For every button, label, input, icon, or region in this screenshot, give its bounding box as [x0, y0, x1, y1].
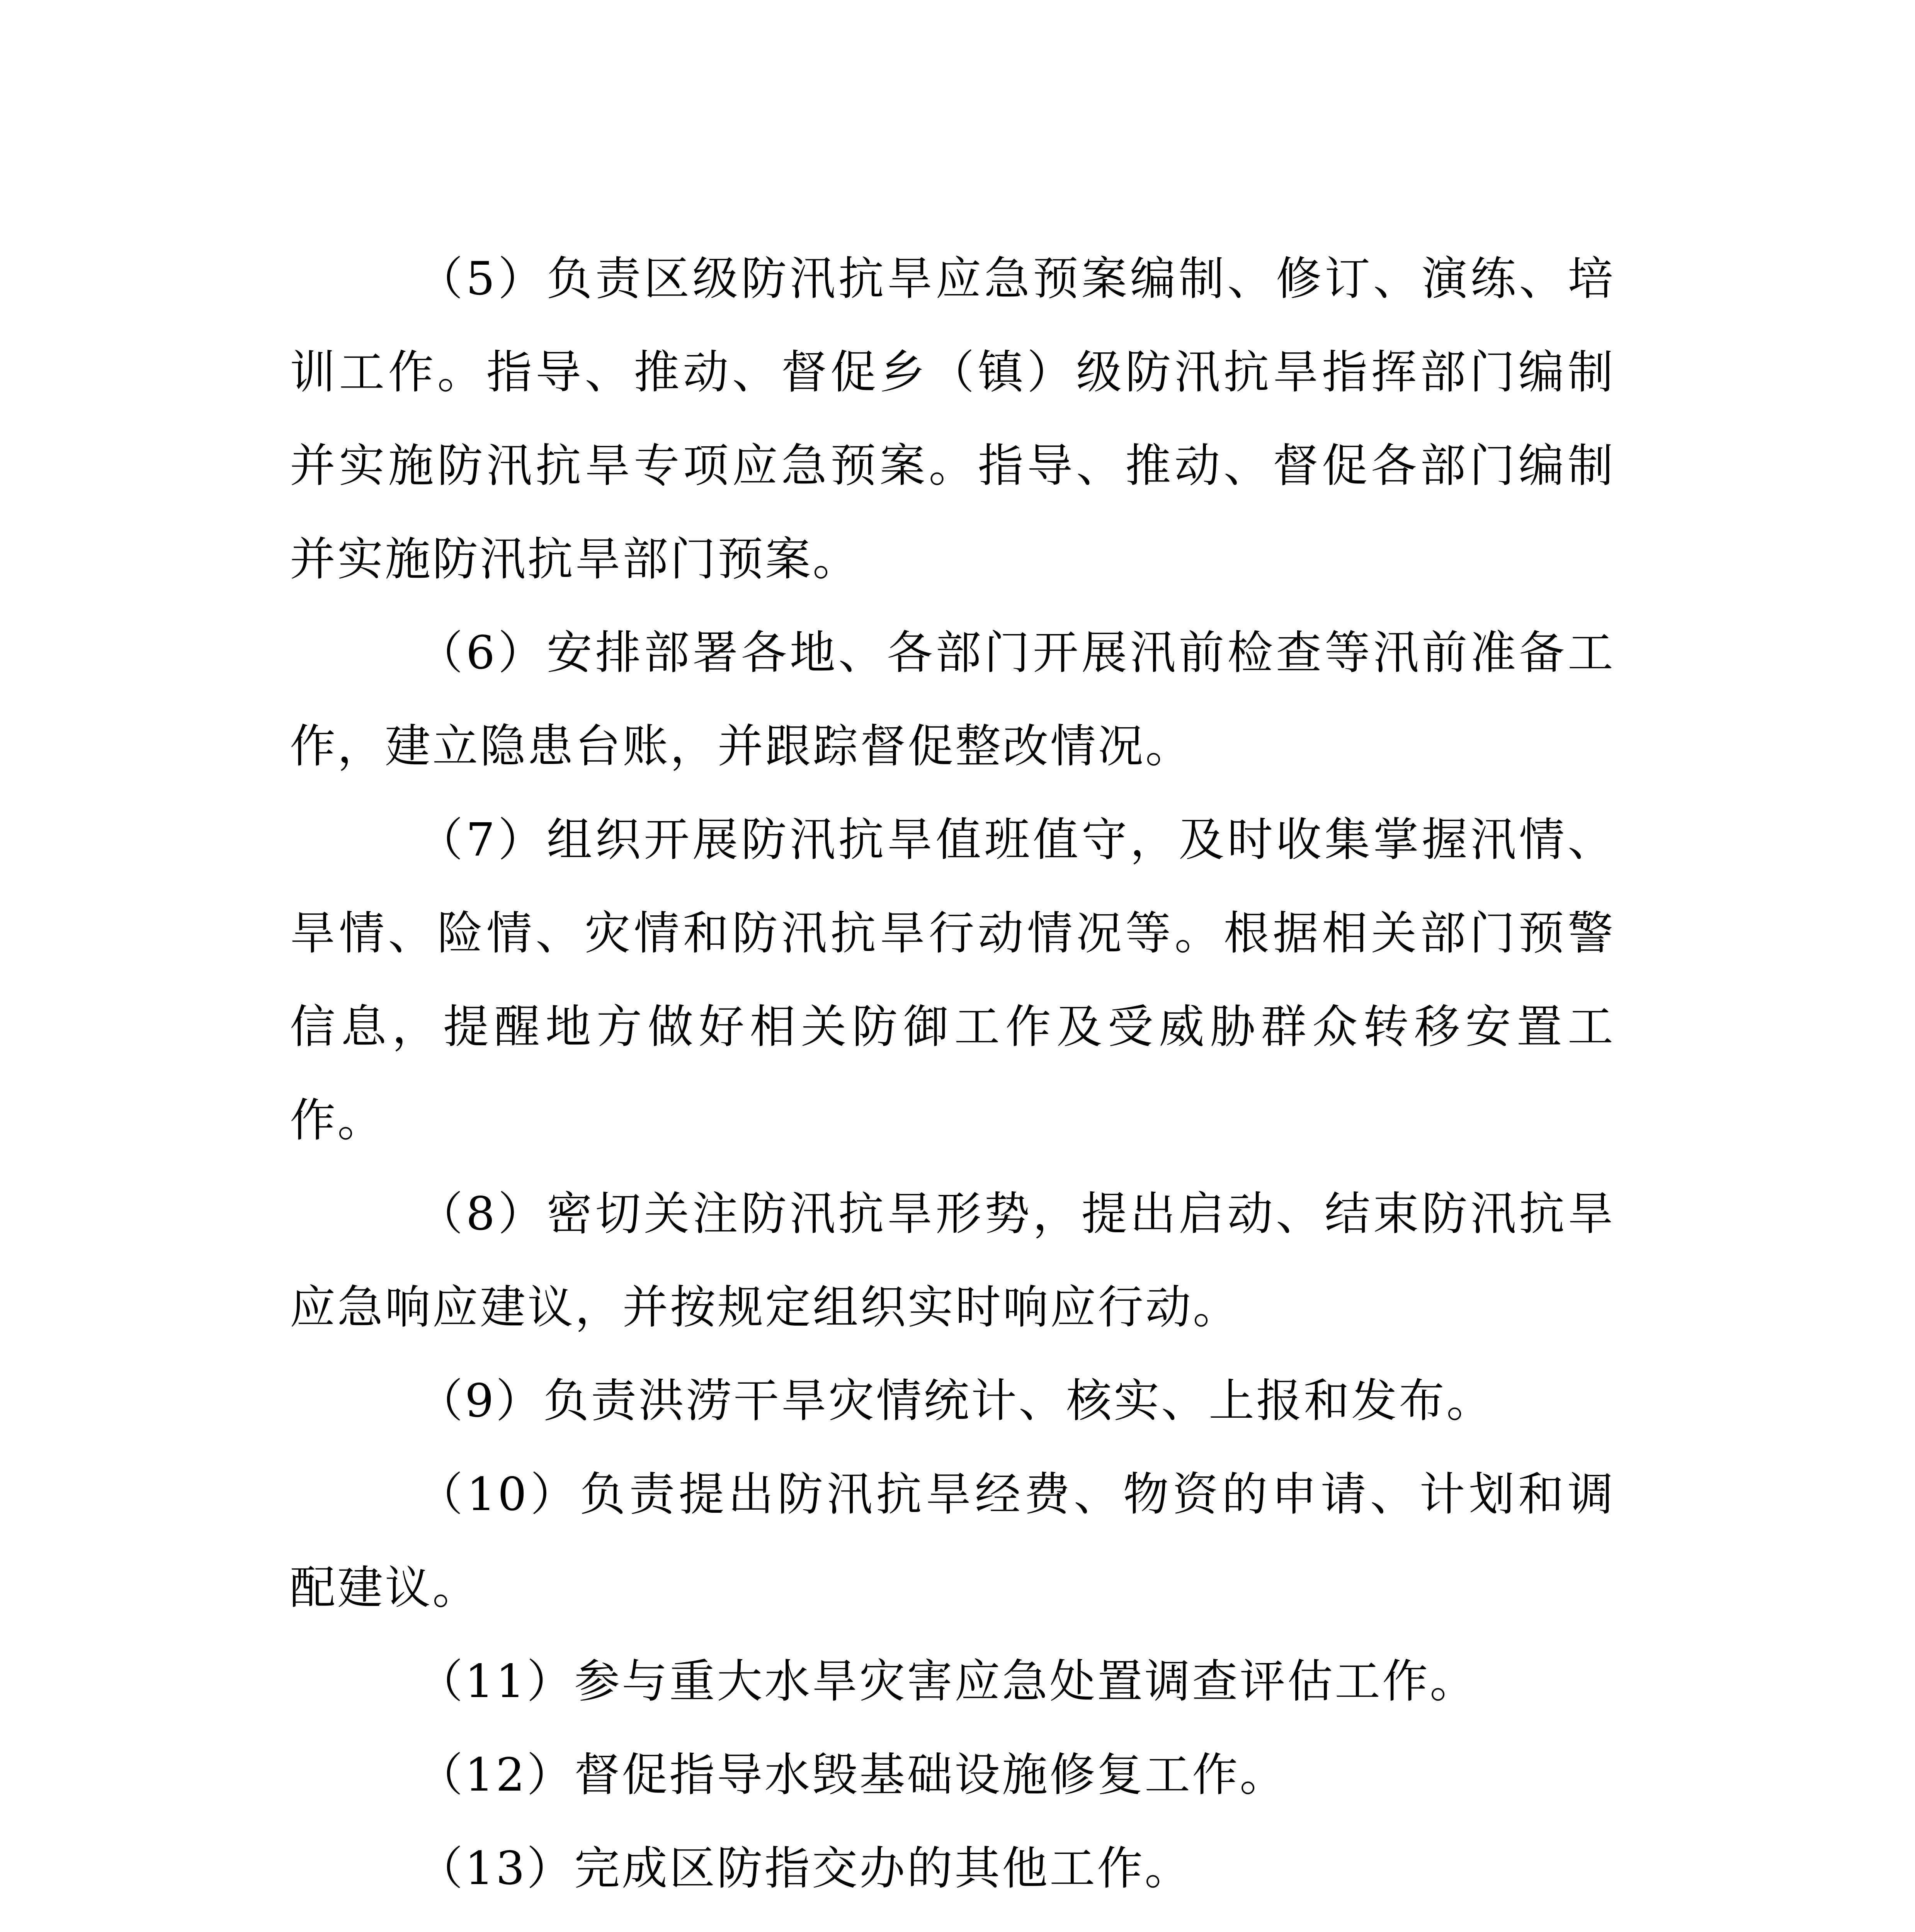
paragraph-item-11: （11）参与重大水旱灾害应急处置调查评估工作。 — [417, 1655, 1478, 1708]
paragraph-item-8: （8）密切关注防汛抗旱形势，提出启动、结束防汛抗旱应急响应建议，并按规定组织实时响应行动。 — [290, 1187, 1615, 1334]
document-body — [290, 232, 1615, 1932]
paragraph-item-12: （12）督促指导水毁基础设施修复工作。 — [417, 1748, 1287, 1801]
section-heading — [290, 1915, 1615, 1932]
paragraph-item-6: （6）安排部署各地、各部门开展汛前检查等汛前准备工作，建立隐患台账，并跟踪督促整改情况。 — [290, 626, 1615, 773]
paragraph-item-7: （7）组织开展防汛抗旱值班值守，及时收集掌握汛情、旱情、险情、灾情和防汛抗旱行动情况等。根据相关部门预警信息，提醒地方做好相关防御工作及受威胁群众转移安置工作。 — [290, 813, 1615, 1147]
paragraph-item-9: （9）负责洪涝干旱灾情统计、核实、上报和发布。 — [417, 1374, 1494, 1427]
paragraph-item-13: （13）完成区防指交办的其他工作。 — [417, 1842, 1192, 1895]
paragraph-item-5: （5）负责区级防汛抗旱应急预案编制、修订、演练、培训工作。指导、推动、督促乡（镇）级防汛抗旱指挥部门编制并实施防汛抗旱专项应急预案。指导、推动、督促各部门编制并实施防汛抗旱部门预案。 — [290, 252, 1615, 586]
paragraph-item-10: （10）负责提出防汛抗旱经费、物资的申请、计划和调配建议。 — [290, 1468, 1615, 1614]
